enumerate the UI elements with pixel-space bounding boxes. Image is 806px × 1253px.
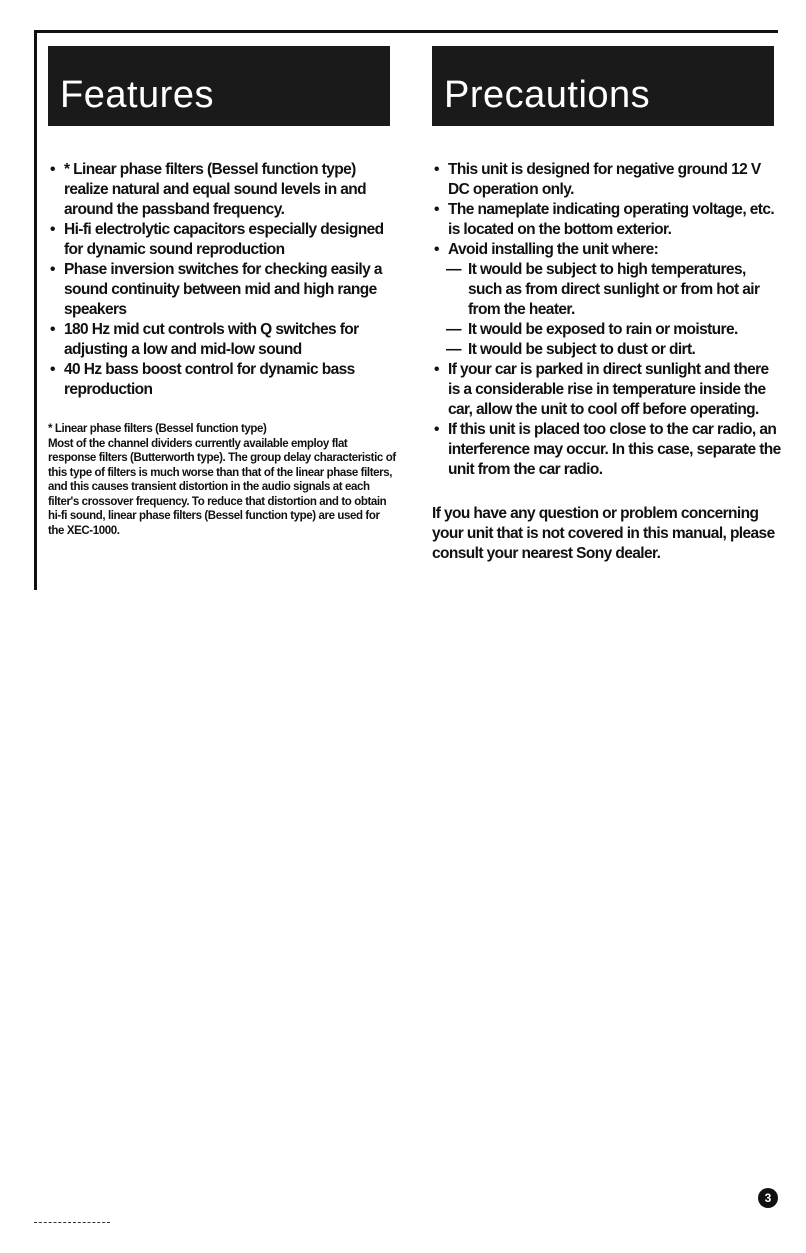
feature-item: • 180 Hz mid cut controls with Q switches for adjusting a low and mid-low sound [48,320,398,360]
precaution-subitem: — It would be subject to high temperatures, such as from direct sunlight or from hot air from the heater. [432,260,782,320]
left-rule [34,30,37,590]
precautions-column [432,160,782,564]
precaution-item: • Avoid installing the unit where: [432,240,782,260]
bottom-dash-rule [34,1222,110,1223]
feature-item: • * Linear phase filters (Bessel function type) realize natural and equal sound levels in and around the passband frequency. [48,160,398,220]
precautions-heading: Precautions [432,46,774,126]
footnote [48,422,398,538]
precaution-item: • If your car is parked in direct sunlight and there is a considerable rise in temperature inside the car, allow the unit to cool off before operating. [432,360,782,420]
feature-item: • Phase inversion switches for checking easily a sound continuity between mid and high range speakers [48,260,398,320]
precaution-subitem: — It would be subject to dust or dirt. [432,340,782,360]
footnote-heading: * Linear phase filters (Bessel function type) [48,423,267,435]
feature-item: • Hi-fi electrolytic capacitors especially designed for dynamic sound reproduction [48,220,398,260]
precaution-subitem: — It would be exposed to rain or moisture. [432,320,782,340]
features-list [48,160,398,400]
precaution-item: • This unit is designed for negative ground 12 V DC operation only. [432,160,782,200]
closing-note: If you have any question or problem concerning your unit that is not covered in this manual, please consult your nearest Sony dealer. [432,505,775,562]
top-rule [34,30,778,33]
precaution-item: • The nameplate indicating operating voltage, etc. is located on the bottom exterior. [432,200,782,240]
precaution-item: • If this unit is placed too close to the car radio, an interference may occur. In this case, separate the unit from the car radio. [432,420,782,480]
features-heading: Features [48,46,390,126]
page-number: 3 [758,1188,778,1208]
features-column [48,160,398,538]
footnote-body: Most of the channel dividers currently available employ flat response filters (Butterworth type). The group delay characteristic of this type of filters is much worse than that of the linear phase filters, and this causes transient distortion in the audio signals at each filter's crossover frequency. To reduce that distortion and to obtain hi-fi sound, linear phase filters (Bessel function type) are used for the XEC-1000. [48,437,396,537]
feature-item: • 40 Hz bass boost control for dynamic bass reproduction [48,360,398,400]
precautions-list [432,160,782,480]
